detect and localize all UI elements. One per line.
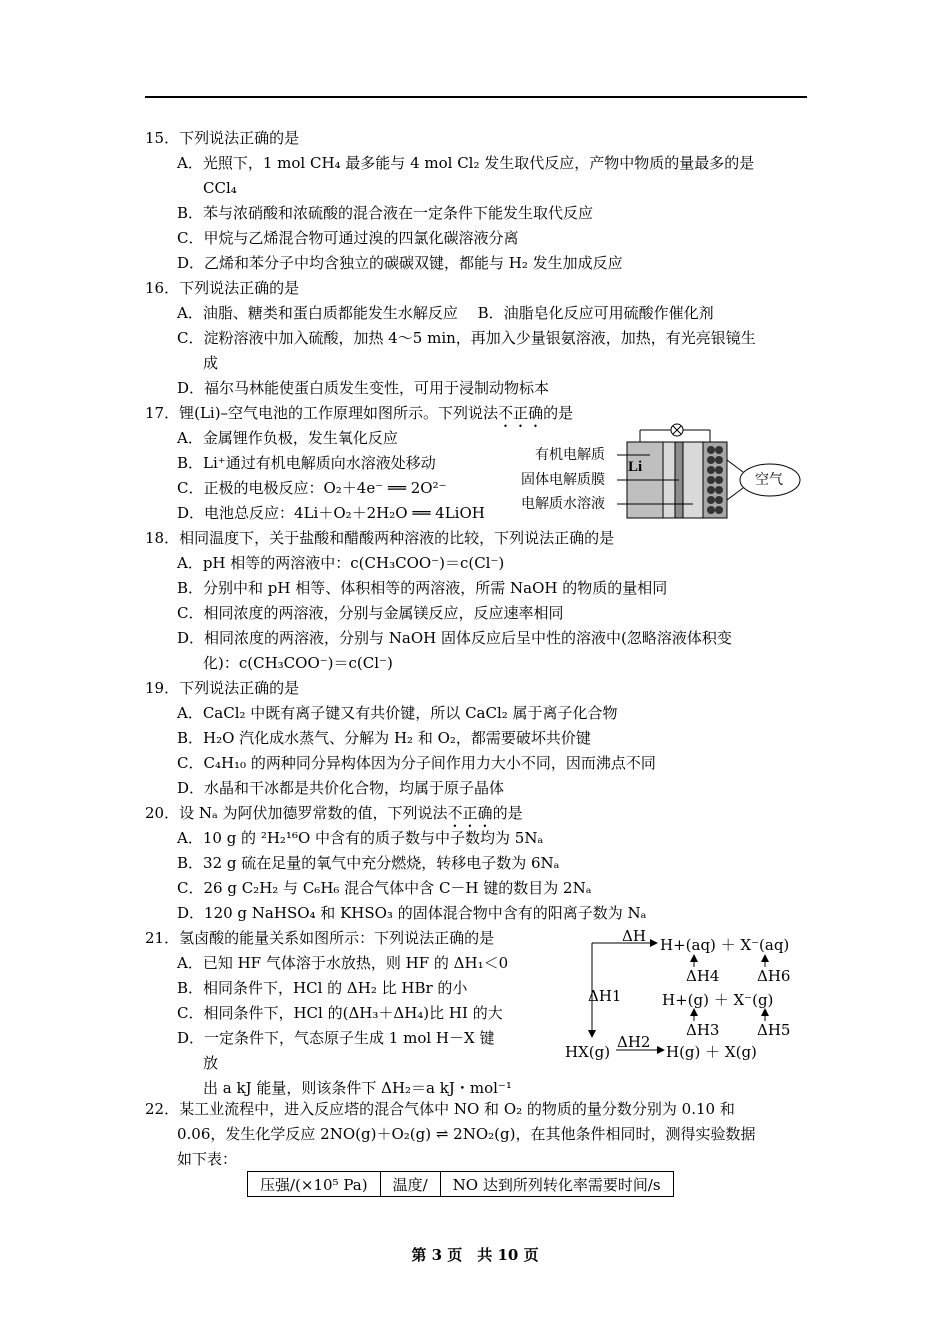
q21-option-a: A．已知 HF 气体溶于水放热，则 HF 的 ΔH₁＜0 [177, 954, 509, 972]
question-21-stem: 21．氢卤酸的能量关系如图所示：下列说法正确的是 [145, 929, 495, 947]
q20-stem-text: 20．设 Nₐ 为阿伏加德罗常数的值，下列说法 [145, 804, 448, 822]
dh5-label: ΔH5 [757, 1021, 791, 1039]
air-label: 空气 [755, 472, 783, 488]
q20-stem-emphasis: 不正确 [447, 804, 493, 822]
solid-membrane-label: 固体电解质膜 [521, 472, 605, 488]
dh2-label: ΔH2 [617, 1033, 651, 1051]
q21-option-d-cont2: 出 a kJ 能量，则该条件下 ΔH₂＝a kJ・mol⁻¹ [203, 1079, 512, 1097]
table-header-temperature: 温度/ [380, 1172, 440, 1197]
question-20-stem [145, 803, 523, 831]
q15-option-a-cont: CCl₄ [203, 179, 237, 197]
q18-option-c: C．相同浓度的两溶液，分别与金属镁反应，反应速率相同 [177, 604, 564, 622]
question-15-stem: 15．下列说法正确的是 [145, 129, 300, 147]
q16-option-c-cont: 成 [203, 354, 219, 372]
q17-stem-end: 的是 [543, 404, 574, 422]
question-16-stem: 16．下列说法正确的是 [145, 279, 300, 297]
table-header-row [248, 1172, 674, 1197]
q17-stem-emphasis: 不正确 [498, 404, 544, 422]
gaseous-ions-label: H+(g) ＋ X⁻(g) [662, 991, 774, 1009]
aqueous-ions-label: H+(aq) ＋ X⁻(aq) [660, 936, 790, 954]
q22-data-table [247, 1171, 674, 1197]
question-22-stem-cont2: 如下表： [177, 1150, 238, 1168]
q16-option-ab: A．油脂、糖类和蛋白质都能发生水解反应 B．油脂皂化反应可用硫酸作催化剂 [177, 304, 714, 322]
question-19-stem: 19．下列说法正确的是 [145, 679, 300, 697]
dh1-label: ΔH1 [588, 987, 622, 1005]
q15-option-a: A．光照下，1 mol CH₄ 最多能与 4 mol Cl₂ 发生取代反应，产物中物质的量最多的是 [177, 154, 755, 172]
q18-option-a: A．pH 相等的两溶液中：c(CH₃COO⁻)＝c(Cl⁻) [177, 554, 505, 572]
q17-stem-text: 17．锂(Li)–空气电池的工作原理如图所示。下列说法 [145, 404, 499, 422]
q19-option-c: C．C₄H₁₀ 的两种同分异构体因为分子间作用力大小不同，因而沸点不同 [177, 754, 656, 772]
q17-option-a: A．金属锂作负极，发生氧化反应 [177, 429, 398, 447]
q20-option-a: A．10 g 的 ²H₂¹⁶O 中含有的质子数与中子数均为 5Nₐ [177, 829, 544, 847]
q19-option-b: B．H₂O 汽化成水蒸气、分解为 H₂ 和 O₂，都需要破坏共价键 [177, 729, 591, 747]
q21-option-b: B．相同条件下，HCl 的 ΔH₂ 比 HBr 的小 [177, 979, 468, 997]
q16-option-d: D．福尔马林能使蛋白质发生变性，可用于浸制动物标本 [177, 379, 550, 397]
dh3-label: ΔH3 [686, 1021, 720, 1039]
q17-option-d: D．电池总反应：4Li＋O₂＋2H₂O ══ 4LiOH [177, 504, 485, 522]
gaseous-atoms-label: H(g) ＋ X(g) [666, 1043, 757, 1061]
dh4-label: ΔH4 [686, 967, 720, 985]
q18-option-d: D．相同浓度的两溶液，分别与 NaOH 固体反应后呈中性的溶液中(忽略溶液体积变 [177, 629, 732, 647]
dh-label: ΔH [622, 927, 646, 945]
q20-option-b: B．32 g 硫在足量的氧气中充分燃烧，转移电子数为 6Nₐ [177, 854, 560, 872]
q20-option-d: D．120 g NaHSO₄ 和 KHSO₃ 的固体混合物中含有的阳离子数为 Nₐ [177, 904, 647, 922]
aqueous-electrolyte-label: 电解质水溶液 [521, 496, 605, 512]
hx-gas-label: HX(g) [565, 1043, 611, 1061]
table-header-pressure: 压强/(×10⁵ Pa) [248, 1172, 381, 1197]
question-17-stem [145, 403, 573, 431]
q15-option-d: D．乙烯和苯分子中均含独立的碳碳双键，都能与 H₂ 发生加成反应 [177, 254, 623, 272]
organic-electrolyte-label: 有机电解质 [535, 447, 605, 463]
q19-option-d: D．水晶和干冰都是共价化合物，均属于原子晶体 [177, 779, 505, 797]
q15-option-c: C．甲烷与乙烯混合物可通过溴的四氯化碳溶液分离 [177, 229, 519, 247]
q19-option-a: A．CaCl₂ 中既有离子键又有共价键，所以 CaCl₂ 属于离子化合物 [177, 704, 618, 722]
q20-stem-end: 的是 [492, 804, 523, 822]
question-22-stem: 22．某工业流程中，进入反应塔的混合气体中 NO 和 O₂ 的物质的量分数分别为 0.10 和 [145, 1100, 735, 1118]
q18-option-d-cont: 化)：c(CH₃COO⁻)＝c(Cl⁻) [203, 654, 393, 672]
q20-option-c: C．26 g C₂H₂ 与 C₆H₆ 混合气体中含 C－H 键的数目为 2Nₐ [177, 879, 592, 897]
li-electrode-label: Li [628, 459, 643, 475]
dh6-label: ΔH6 [757, 967, 791, 985]
q21-option-c: C．相同条件下，HCl 的(ΔH₃＋ΔH₄)比 HI 的大 [177, 1004, 503, 1022]
q17-option-c: C．正极的电极反应：O₂＋4e⁻ ══ 2O²⁻ [177, 479, 447, 497]
q17-option-b: B．Li⁺通过有机电解质向水溶液处移动 [177, 454, 436, 472]
q21-option-d-cont: 放 [203, 1054, 219, 1072]
q15-option-b: B．苯与浓硝酸和浓硫酸的混合液在一定条件下能发生取代反应 [177, 204, 594, 222]
question-18-stem: 18．相同温度下，关于盐酸和醋酸两种溶液的比较，下列说法正确的是 [145, 529, 615, 547]
table-header-time: NO 达到所列转化率需要时间/s [440, 1172, 673, 1197]
page-footer: 第 3 页 共 10 页 [411, 1246, 539, 1264]
q18-option-b: B．分别中和 pH 相等、体积相等的两溶液，所需 NaOH 的物质的量相同 [177, 579, 668, 597]
q21-option-d: D．一定条件下，气态原子生成 1 mol H－X 键 [177, 1029, 495, 1047]
q16-option-c: C．淀粉溶液中加入硫酸，加热 4～5 min，再加入少量银氨溶液，加热，有光亮银镜生 [177, 329, 756, 347]
question-22-stem-cont: 0.06，发生化学反应 2NO(g)＋O₂(g) ⇌ 2NO₂(g)，在其他条件相同时，测得实验数据 [177, 1125, 756, 1143]
header-rule [145, 96, 807, 98]
